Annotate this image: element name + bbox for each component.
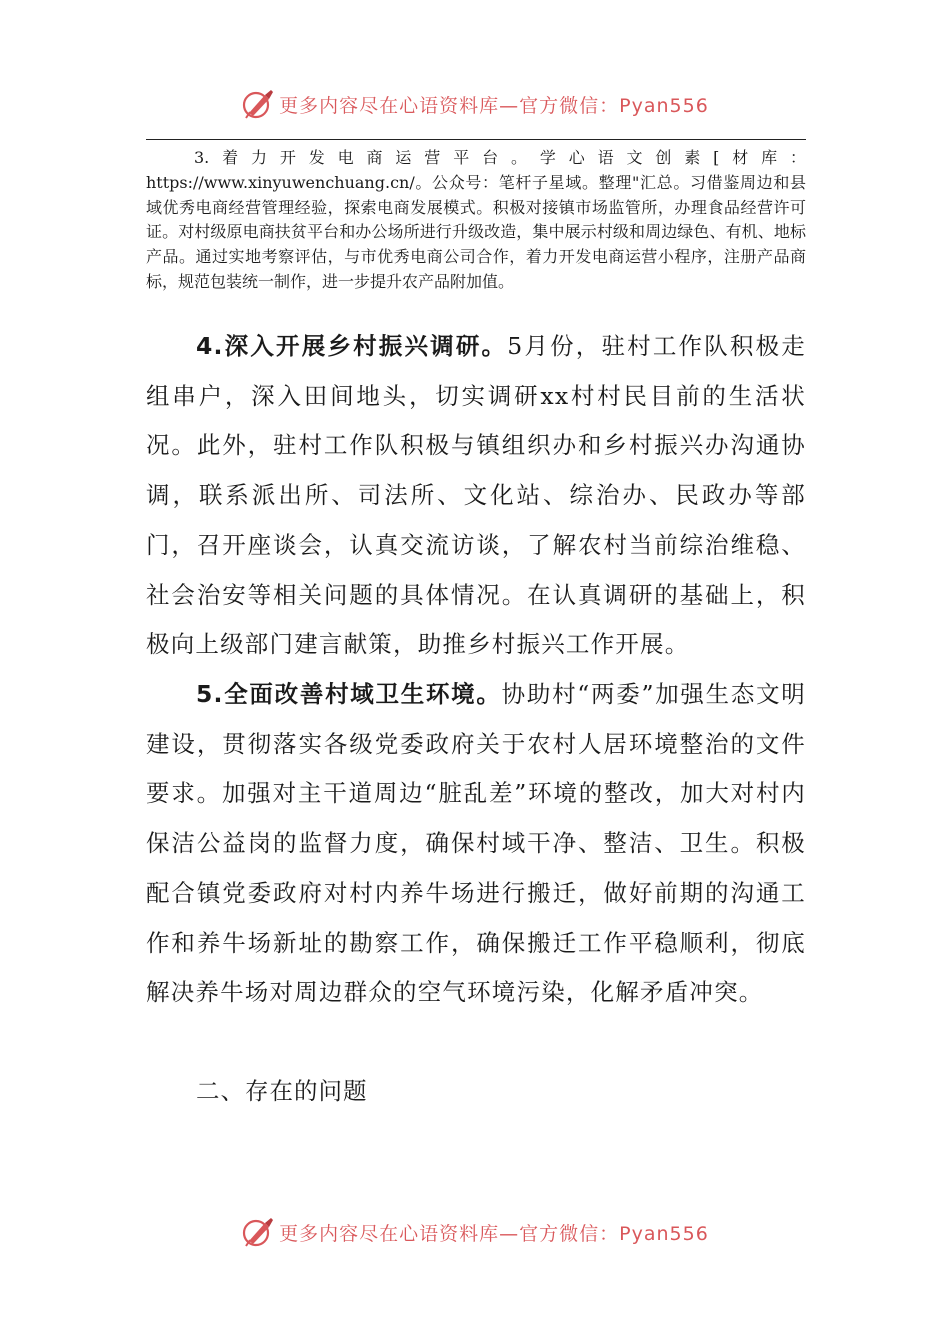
footer-banner (0, 1212, 950, 1252)
header-divider (146, 139, 806, 140)
header-banner (0, 84, 950, 124)
paragraph-4-heading: 4.深入开展乡村振兴调研。 (196, 332, 508, 360)
paragraph-5-heading: 5.全面改善村域卫生环境。 (196, 680, 502, 708)
paragraph-5 (146, 670, 806, 1018)
fountain-pen-logo-icon (241, 87, 275, 121)
paragraph-4 (146, 322, 806, 670)
paragraph-3: 3.着力开发电商运营平台。学心语文创素[材库：https://www.xinyuwenchuang.cn/。公众号：笔杆子星域。整理"汇总。习借鉴周边和县域优秀电商经营管理经验，探索电商发展模式。积极对接镇市场监管所，办理食品经营许可证。对村级原电商扶贫平台和办公场所进行升级改造，集中展示村级和周边绿色、有机、地标产品。通过实地考察评估，与市优秀电商公司合作，着力开发电商运营小程序，注册产品商标，规范包装统一制作，进一步提升农产品附加值。 (146, 148, 806, 291)
fountain-pen-logo-icon (241, 1215, 275, 1249)
footer-banner-text: 更多内容尽在心语资料库—官方微信：Pyan556 (279, 1222, 709, 1245)
header-banner-text: 更多内容尽在心语资料库—官方微信：Pyan556 (279, 94, 709, 117)
section-title: 二、存在的问题 (196, 1077, 368, 1105)
paragraph-5-text: 协助村“两委”加强生态文明建设，贯彻落实各级党委政府关于农村人居环境整治的文件要求。加强对主干道周边“脏乱差”环境的整改，加大对村内保洁公益岗的监督力度，确保村域干净、整洁、卫生。积极配合镇党委政府对村内养牛场进行搬迁，做好前期的沟通工作和养牛场新址的勘察工作，确保搬迁工作平稳顺利，彻底解决养牛场对周边群众的空气环境污染，化解矛盾冲突。 (146, 680, 806, 1007)
paragraph-4-text: 5月份，驻村工作队积极走组串户，深入田间地头，切实调研xx村村民目前的生活状况。此外，驻村工作队积极与镇组织办和乡村振兴办沟通协调，联系派出所、司法所、文化站、综治办、民政办等部门，召开座谈会，认真交流访谈，了解农村当前综治维稳、社会治安等相关问题的具体情况。在认真调研的基础上，积极向上级部门建言献策，助推乡村振兴工作开展。 (146, 332, 806, 659)
